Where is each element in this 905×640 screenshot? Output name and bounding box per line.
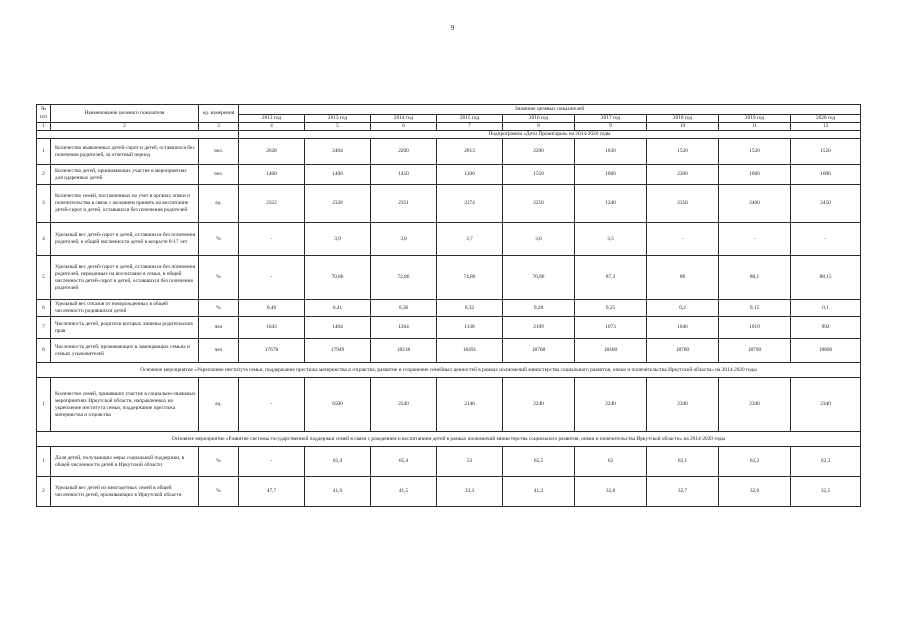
indicator-name: Количество семей, принявших участие в социально-значимых мероприятиях Иркутской области, направленных на укрепление института семьи, поддержание престижа материнства и отцовства	[51, 378, 199, 432]
value-cell: 2322	[239, 185, 305, 223]
table-row	[37, 378, 861, 432]
page-number: 9	[450, 24, 455, 32]
value-cell: 2351	[371, 185, 437, 223]
value-cell: 65,5	[503, 447, 575, 477]
value-cell: 47,7	[239, 477, 305, 507]
table-row	[37, 477, 861, 507]
unit-cell: %	[199, 300, 239, 317]
value-cell: 0,46	[239, 300, 305, 317]
value-cell: 0,25	[575, 300, 647, 317]
column-number: 3	[199, 123, 239, 131]
unit-cell: чел.	[199, 165, 239, 185]
header-name: Наименование целевого показателя	[51, 105, 199, 123]
header-unit: ед. измерения	[199, 105, 239, 123]
value-cell: 18780	[647, 339, 719, 363]
value-cell: 41,9	[305, 477, 371, 507]
section-row	[37, 363, 861, 378]
value-cell: 87,3	[575, 256, 647, 300]
unit-cell: ед.	[199, 185, 239, 223]
table-row	[37, 447, 861, 477]
indicator-name: Удельный вес детей-сирот и детей, оставшихся без попечения родителей, в общей численности детей в возрасте 0-17 лет	[51, 223, 199, 256]
value-cell: 1073	[575, 317, 647, 339]
indicator-name: Численность детей, родители которых лишены родительских прав	[51, 317, 199, 339]
targets-table	[36, 104, 861, 507]
value-cell: 0,32	[437, 300, 503, 317]
row-number: 7	[37, 317, 51, 339]
value-cell: 18491	[437, 339, 503, 363]
value-cell: 0,28	[503, 300, 575, 317]
value-cell: 18790	[719, 339, 791, 363]
value-cell: 1019	[719, 317, 791, 339]
value-cell: 18218	[371, 339, 437, 363]
value-cell: 32,7	[647, 477, 719, 507]
header-year: 2013 год	[305, 115, 371, 123]
value-cell: 62,2	[719, 447, 791, 477]
value-cell: 32,8	[575, 477, 647, 507]
value-cell: 2240	[575, 378, 647, 432]
value-cell: 2450	[791, 185, 861, 223]
unit-cell: %	[199, 256, 239, 300]
value-cell: -	[719, 223, 791, 256]
table-row	[37, 300, 861, 317]
value-cell: -	[239, 256, 305, 300]
column-number: 12	[791, 123, 861, 131]
unit-cell: %	[199, 477, 239, 507]
value-cell: 2340	[647, 378, 719, 432]
value-cell: 1550	[503, 165, 575, 185]
value-cell: 1600	[719, 165, 791, 185]
value-cell: 1520	[647, 139, 719, 165]
indicator-name: Удельный вес отказов от новорожденных в общей численности родившихся детей	[51, 300, 199, 317]
value-cell: 74,86	[437, 256, 503, 300]
row-number: 1	[37, 139, 51, 165]
value-cell: 32,5	[791, 477, 861, 507]
value-cell: 1830	[575, 139, 647, 165]
value-cell: 18768	[503, 339, 575, 363]
value-cell: 72,86	[371, 256, 437, 300]
value-cell: 2140	[437, 378, 503, 432]
value-cell: 2340	[791, 378, 861, 432]
column-number: 6	[371, 123, 437, 131]
value-cell: 17678	[239, 339, 305, 363]
value-cell: 0,2	[647, 300, 719, 317]
column-number: 8	[503, 123, 575, 131]
header-num: № п/п	[37, 105, 51, 123]
value-cell: 0,36	[371, 300, 437, 317]
value-cell: 3,7	[437, 223, 503, 256]
indicator-name: Количество семей, поставленных на учет в органах опеки и попечительства в связи с желанием принять на воспитание детей-сирот и детей, оставшихся без попечения родителей	[51, 185, 199, 223]
value-cell: 3,6	[503, 223, 575, 256]
section-c-title: Основное мероприятие «Развитие системы государственной поддержки семей в связи с рождением и воспитанием детей в рамках полномочий министерства социального развития, опеки и попечительства Иркутской области» на 2014-2020 годы	[37, 432, 861, 447]
value-cell: 62,1	[647, 447, 719, 477]
table-row	[37, 185, 861, 223]
value-cell: 0,15	[719, 300, 791, 317]
value-cell: 1400	[239, 165, 305, 185]
row-number: 1	[37, 447, 51, 477]
section-b-title: Основное мероприятие «Укрепление института семьи, поддержание престижа материнства и отцовства, развитие и сохранение семейных ценностей в рамках полномочий министерства социального развития, опеки и попечительства Иркутской области» на 2014-2020 годы	[37, 363, 861, 378]
row-number: 1	[37, 378, 51, 432]
value-cell: 65,4	[371, 447, 437, 477]
column-number: 10	[647, 123, 719, 131]
value-cell: 1520	[791, 139, 861, 165]
value-cell: 70,86	[305, 256, 371, 300]
value-cell: 1400	[305, 165, 371, 185]
value-cell: 88	[647, 256, 719, 300]
value-cell: 2404	[305, 139, 371, 165]
column-number: 9	[575, 123, 647, 131]
value-cell: 2200	[503, 139, 575, 165]
value-cell: -	[239, 447, 305, 477]
value-cell: 2300	[647, 165, 719, 185]
row-number: 8	[37, 339, 51, 363]
value-cell: 62,3	[791, 447, 861, 477]
row-number: 3	[37, 185, 51, 223]
table-row	[37, 223, 861, 256]
value-cell: 1643	[239, 317, 305, 339]
column-number: 11	[719, 123, 791, 131]
value-cell: 18800	[791, 339, 861, 363]
value-cell: 2250	[503, 185, 575, 223]
section-row	[37, 432, 861, 447]
indicator-name: Удельный вес детей-сирот и детей, оставшихся без попечения родителей, переданных на воспитание в семьи, в общей численности детей-сирот и детей, оставшихся без попечения родителей	[51, 256, 199, 300]
value-cell: 88,15	[791, 256, 861, 300]
value-cell: 1240	[575, 185, 647, 223]
value-cell: 2240	[371, 378, 437, 432]
table-row	[37, 256, 861, 300]
table-row	[37, 317, 861, 339]
value-cell: 2328	[305, 185, 371, 223]
header-year: 2014 год	[371, 115, 437, 123]
value-cell: -	[239, 223, 305, 256]
value-cell: 1264	[371, 317, 437, 339]
value-cell: 62	[575, 447, 647, 477]
value-cell: 18400	[575, 339, 647, 363]
value-cell: 88,1	[719, 256, 791, 300]
header-year: 2019 год	[719, 115, 791, 123]
header-values-group: Значение целевых показателей	[239, 105, 861, 115]
unit-cell: чел	[199, 317, 239, 339]
unit-cell: ед.	[199, 378, 239, 432]
value-cell: 1138	[437, 317, 503, 339]
value-cell: 32,6	[719, 477, 791, 507]
value-cell: 0,1	[791, 300, 861, 317]
value-cell: 6500	[305, 378, 371, 432]
value-cell: 17949	[305, 339, 371, 363]
value-cell: 1600	[575, 165, 647, 185]
value-cell: -	[239, 378, 305, 432]
value-cell: 1404	[305, 317, 371, 339]
column-number: 7	[437, 123, 503, 131]
header-year: 2017 год	[575, 115, 647, 123]
column-number: 2	[51, 123, 199, 131]
indicator-name: Численность детей, проживающих в замещающих семьях и семьях усыновителей	[51, 339, 199, 363]
indicator-name: Доля детей, получающих меры социальной поддержки, в общей численности детей в Иркутской области	[51, 447, 199, 477]
value-cell: 2374	[437, 185, 503, 223]
header-year: 2015 год	[437, 115, 503, 123]
header-year: 2012 год	[239, 115, 305, 123]
column-number: 5	[305, 123, 371, 131]
value-cell: 1046	[647, 317, 719, 339]
value-cell: 0,41	[305, 300, 371, 317]
unit-cell: чел	[199, 339, 239, 363]
value-cell: 76,86	[503, 256, 575, 300]
table-row	[37, 139, 861, 165]
value-cell: 2350	[647, 185, 719, 223]
value-cell: 2109	[503, 317, 575, 339]
value-cell: 1200	[437, 165, 503, 185]
header-year: 2016 год	[503, 115, 575, 123]
header-year: 2020 год	[791, 115, 861, 123]
value-cell: 1600	[791, 165, 861, 185]
value-cell: -	[647, 223, 719, 256]
subprogram-title: Подпрограмма «Дети Приангарья» на 2014-2020 годы	[239, 131, 861, 139]
unit-cell: %	[199, 447, 239, 477]
row-number: 4	[37, 223, 51, 256]
table-row	[37, 165, 861, 185]
value-cell: 2240	[503, 378, 575, 432]
row-number: 5	[37, 256, 51, 300]
indicator-name: Удельный вес детей из многодетных семей в общей численности детей, проживающих в Иркутской области	[51, 477, 199, 507]
row-number: 2	[37, 165, 51, 185]
value-cell: 2340	[719, 378, 791, 432]
value-cell: -	[791, 223, 861, 256]
header-year: 2018 год	[647, 115, 719, 123]
column-number: 4	[239, 123, 305, 131]
value-cell: 1450	[371, 165, 437, 185]
value-cell: 992	[791, 317, 861, 339]
value-cell: 3,8	[371, 223, 437, 256]
column-number: 1	[37, 123, 51, 131]
value-cell: 2628	[239, 139, 305, 165]
value-cell: 2013	[437, 139, 503, 165]
value-cell: 41,5	[371, 477, 437, 507]
value-cell: 65,4	[305, 447, 371, 477]
value-cell: 1520	[719, 139, 791, 165]
value-cell: 53	[437, 447, 503, 477]
indicator-name: Количество выявленных детей-сирот и детей, оставшихся без попечения родителей, за отчетный период	[51, 139, 199, 165]
unit-cell: %	[199, 223, 239, 256]
unit-cell: чел.	[199, 139, 239, 165]
value-cell: 3,5	[575, 223, 647, 256]
value-cell: 41,2	[503, 477, 575, 507]
value-cell: 2400	[719, 185, 791, 223]
value-cell: 2200	[371, 139, 437, 165]
row-number: 2	[37, 477, 51, 507]
table-row	[37, 339, 861, 363]
row-number: 6	[37, 300, 51, 317]
value-cell: 33,3	[437, 477, 503, 507]
value-cell: 3,9	[305, 223, 371, 256]
indicator-name: Количество детей, принимающих участие в мероприятиях для одаренных детей	[51, 165, 199, 185]
